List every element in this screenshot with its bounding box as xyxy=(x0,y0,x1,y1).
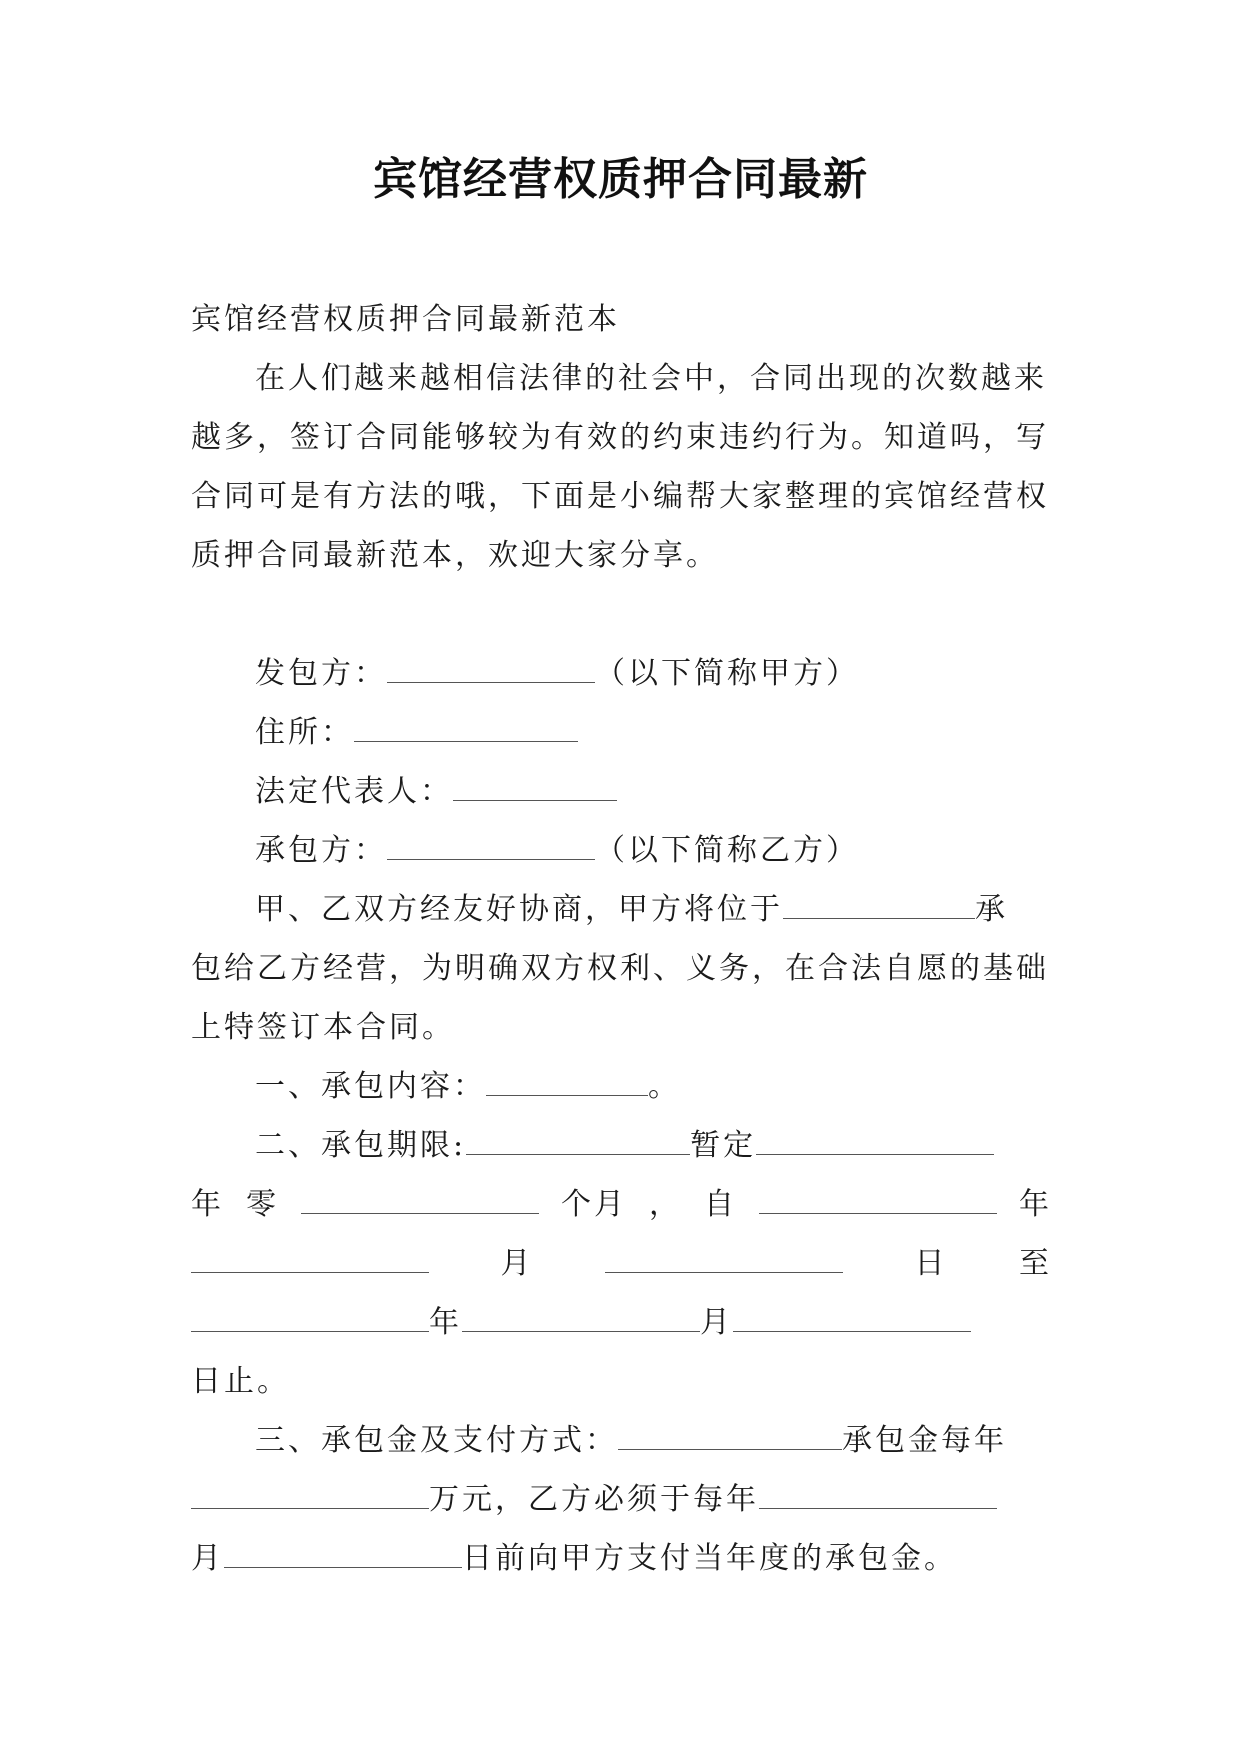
spacer xyxy=(191,585,1052,644)
clause-2-end-month-blank[interactable] xyxy=(462,1301,700,1332)
text-month: 月 xyxy=(500,1246,534,1281)
party-a-label: 发包方： xyxy=(255,656,387,691)
party-b-suffix: （以下简称乙方） xyxy=(595,833,859,868)
clause-3-per-year: 承包金每年 xyxy=(842,1423,1007,1458)
clause-1-end: 。 xyxy=(648,1069,681,1104)
text-to: 至 xyxy=(1019,1246,1052,1281)
text-months: 个月 xyxy=(561,1187,627,1222)
party-a-line xyxy=(191,644,1052,703)
intro-line-4: 质押合同最新范本，欢迎大家分享。 xyxy=(191,538,719,573)
location-blank[interactable] xyxy=(783,888,975,919)
text-comma: ， xyxy=(649,1187,682,1222)
address-line xyxy=(191,703,1052,762)
text-year: 年 xyxy=(191,1187,224,1222)
text-year-2: 年 xyxy=(1019,1187,1052,1222)
clause-2-start-month-blank[interactable] xyxy=(191,1242,429,1273)
party-b-label: 承包方： xyxy=(255,833,387,868)
clause-3-line-1 xyxy=(191,1411,1052,1470)
clause-3-day-blank[interactable] xyxy=(224,1537,462,1568)
clause-2-line-4 xyxy=(191,1293,1052,1352)
party-a-suffix: （以下简称甲方） xyxy=(595,656,859,691)
subtitle: 宾馆经营权质押合同最新范本 xyxy=(191,302,620,337)
clause-3-pay-text: 日前向甲方支付当年度的承包金。 xyxy=(462,1541,957,1576)
address-blank[interactable] xyxy=(354,711,578,742)
intro-line-3: 合同可是有方法的哦，下面是小编帮大家整理的宾馆经营权 xyxy=(191,479,1049,514)
agreement-prefix: 甲、乙双方经友好协商，甲方将位于 xyxy=(255,892,783,927)
party-b-line xyxy=(191,821,1052,880)
legal-rep-label: 法定代表人： xyxy=(255,774,453,809)
clause-3-method-blank[interactable] xyxy=(618,1419,842,1450)
text-month-2: 月 xyxy=(700,1305,733,1340)
clause-3-month: 月 xyxy=(191,1541,224,1576)
clause-1-label: 一、承包内容： xyxy=(255,1069,486,1104)
clause-3-month-blank[interactable] xyxy=(759,1478,997,1509)
agreement-line-3: 上特签订本合同。 xyxy=(191,1010,455,1045)
clause-3-amount-blank[interactable] xyxy=(191,1478,429,1509)
clause-1-blank[interactable] xyxy=(486,1065,648,1096)
clause-3-label: 三、承包金及支付方式： xyxy=(255,1423,618,1458)
clause-2-label: 二、承包期限: xyxy=(255,1128,467,1163)
text-day: 日 xyxy=(914,1246,948,1281)
clause-2-term-blank[interactable] xyxy=(466,1124,690,1155)
clause-2-tentative: 暂定 xyxy=(690,1128,757,1163)
clause-2-end: 日止。 xyxy=(191,1364,290,1399)
text-zero: 零 xyxy=(246,1187,279,1222)
party-a-blank[interactable] xyxy=(387,652,595,683)
clause-2-start-day-blank[interactable] xyxy=(605,1242,843,1273)
clause-3-line-2 xyxy=(191,1470,1052,1529)
address-label: 住所： xyxy=(255,715,354,750)
document-title: 宾馆经营权质押合同最新 xyxy=(373,154,868,205)
text-year-3: 年 xyxy=(429,1305,462,1340)
clause-2-months-blank[interactable] xyxy=(301,1183,539,1214)
party-b-blank[interactable] xyxy=(387,829,595,860)
clause-2-end-day-blank[interactable] xyxy=(733,1301,971,1332)
agreement-line-2: 包给乙方经营，为明确双方权利、义务，在合法自愿的基础 xyxy=(191,951,1049,986)
intro-line-2: 越多，签订合同能够较为有效的约束违约行为。知道吗，写 xyxy=(191,420,1049,455)
clause-3-line-3 xyxy=(191,1529,1052,1588)
legal-rep-line xyxy=(191,762,1052,821)
clause-2-line-3 xyxy=(191,1234,1052,1293)
agreement-line-1 xyxy=(191,880,1052,939)
clause-2-end-year-blank[interactable] xyxy=(191,1301,429,1332)
clause-1 xyxy=(191,1057,1052,1116)
clause-2-line-2 xyxy=(191,1175,1052,1234)
clause-3-wan-yuan: 万元，乙方必须于每年 xyxy=(429,1482,759,1517)
clause-2-start-year-blank[interactable] xyxy=(759,1183,997,1214)
intro-line-1: 在人们越来越相信法律的社会中，合同出现的次数越来 xyxy=(255,361,1047,396)
agreement-suffix: 承 xyxy=(975,892,1008,927)
text-from: 自 xyxy=(704,1187,737,1222)
legal-rep-blank[interactable] xyxy=(453,770,617,801)
clause-2-line-1 xyxy=(191,1116,1052,1175)
clause-2-years-blank[interactable] xyxy=(756,1124,994,1155)
document-body xyxy=(191,290,1052,1588)
